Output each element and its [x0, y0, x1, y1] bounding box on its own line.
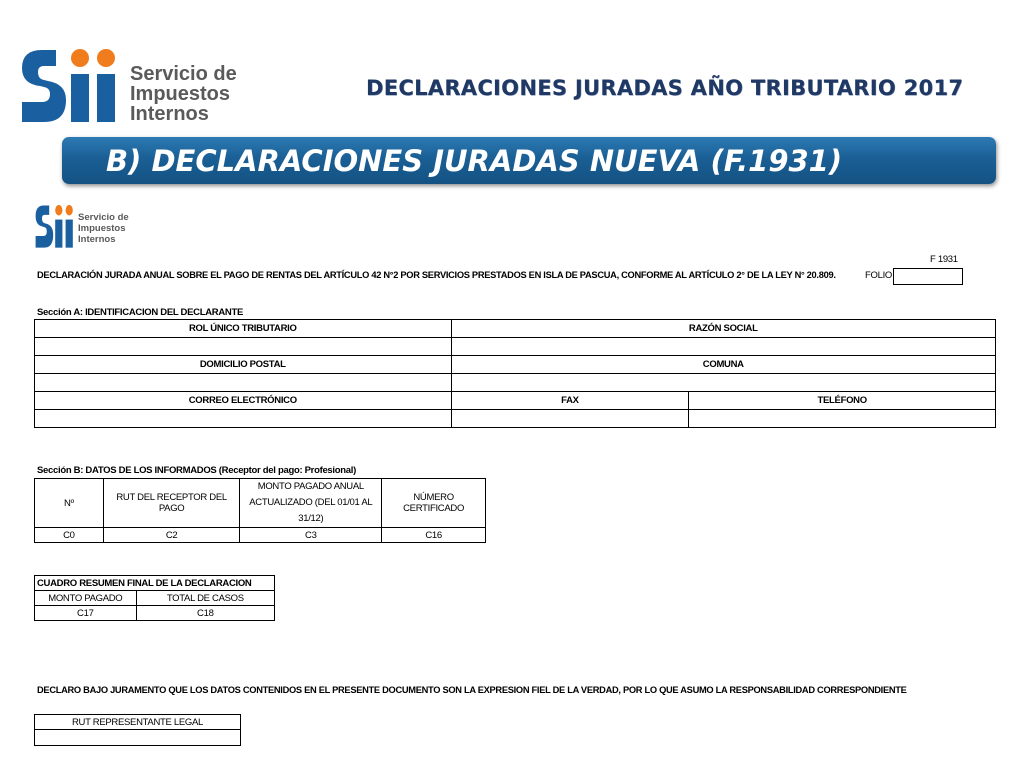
logo-small-line3: Internos [78, 234, 116, 245]
logo-small-line2: Impuestos [78, 223, 126, 234]
section-b-title: Sección B: DATOS DE LOS INFORMADOS (Receptor del pago: Profesional) [37, 465, 356, 476]
logo-text-line2: Impuestos [130, 83, 231, 105]
domicilio-field[interactable] [35, 374, 452, 392]
comuna-header: COMUNA [451, 356, 995, 374]
section-a-title: Sección A: IDENTIFICACION DEL DECLARANTE [37, 307, 243, 318]
col-certificado-header: NÚMERO CERTIFICADO [382, 479, 486, 528]
resumen-monto-header: MONTO PAGADO [35, 591, 137, 606]
resumen-table [34, 575, 275, 621]
rut-field[interactable] [35, 338, 452, 356]
form-code: F 1931 [930, 254, 958, 265]
rut-header: ROL ÚNICO TRIBUTARIO [35, 320, 452, 338]
declaracion-text: DECLARO BAJO JURAMENTO QUE LOS DATOS CONTENIDOS EN EL PRESENTE DOCUMENTO SON LA EXPRESION FIEL DE LA VERDAD, POR LO QUE ASUMO LA RESPONSABILIDAD CORRESPONDIENTE [37, 685, 907, 695]
telefono-field[interactable] [689, 410, 996, 428]
section-b-table [34, 478, 486, 543]
razon-social-field[interactable] [451, 338, 995, 356]
sii-logo-mark [18, 44, 123, 126]
representante-field[interactable] [35, 730, 241, 746]
form-title: DECLARACIÓN JURADA ANUAL SOBRE EL PAGO DE RENTAS DEL ARTÍCULO 42 N°2 POR SERVICIOS PRESTADOS EN ISLA DE PASCUA, CONFORME AL ARTÍCULO 2° DE LA LEY N° 20.809. [37, 270, 836, 280]
comuna-field[interactable] [451, 374, 995, 392]
sii-logo [18, 44, 248, 126]
folio-input[interactable] [893, 268, 963, 285]
sii-logo-small [34, 202, 134, 250]
code-c2: C2 [103, 528, 240, 543]
code-c18: C18 [136, 606, 274, 621]
code-c17: C17 [35, 606, 137, 621]
section-a-table [34, 319, 996, 428]
logo-small-line1: Servicio de [78, 212, 129, 223]
folio-label: FOLIO [865, 270, 893, 281]
fax-header: FAX [451, 392, 689, 410]
title-banner [62, 137, 996, 184]
col-numero-header: Nº [35, 479, 104, 528]
telefono-header: TELÉFONO [689, 392, 996, 410]
banner-title: B) DECLARACIONES JURADAS NUEVA (F.1931) [106, 144, 843, 178]
sii-logo-small-mark [34, 202, 76, 250]
code-c0: C0 [35, 528, 104, 543]
resumen-casos-header: TOTAL DE CASOS [136, 591, 274, 606]
logo-text-line3: Internos [130, 103, 209, 125]
logo-text-line1: Servicio de [130, 63, 237, 85]
correo-field[interactable] [35, 410, 452, 428]
col-rut-receptor-header: RUT DEL RECEPTOR DEL PAGO [103, 479, 240, 528]
representante-table [34, 714, 241, 746]
domicilio-header: DOMICILIO POSTAL [35, 356, 452, 374]
resumen-title: CUADRO RESUMEN FINAL DE LA DECLARACION [35, 576, 275, 591]
representante-header: RUT REPRESENTANTE LEGAL [35, 715, 241, 730]
col-monto-header: MONTO PAGADO ANUAL ACTUALIZADO (DEL 01/01 AL 31/12) [240, 479, 382, 528]
code-c16: C16 [382, 528, 486, 543]
razon-social-header: RAZÓN SOCIAL [451, 320, 995, 338]
correo-header: CORREO ELECTRÓNICO [35, 392, 452, 410]
main-heading: DECLARACIONES JURADAS AÑO TRIBUTARIO 2017 [366, 76, 964, 100]
code-c3: C3 [240, 528, 382, 543]
fax-field[interactable] [451, 410, 689, 428]
